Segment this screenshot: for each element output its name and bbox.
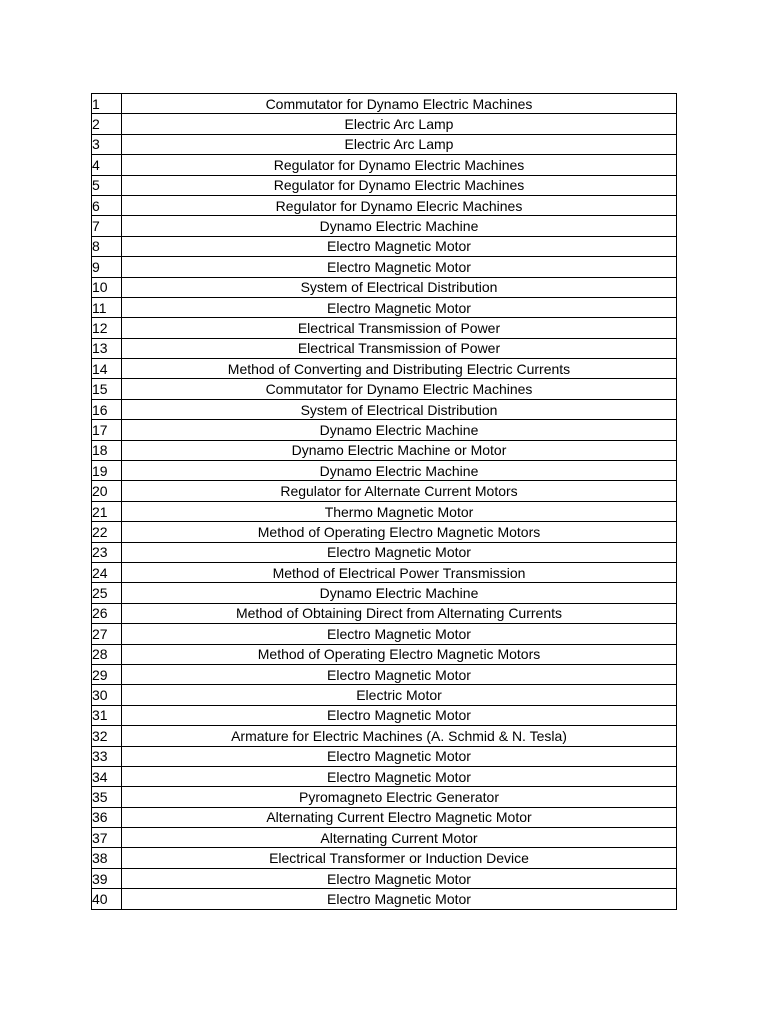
table-row bbox=[92, 216, 677, 236]
table-row bbox=[92, 461, 677, 481]
patent-list-table bbox=[91, 93, 677, 910]
row-number: 21 bbox=[92, 501, 122, 521]
table-row bbox=[92, 277, 677, 297]
row-title: Electro Magnetic Motor bbox=[122, 297, 677, 317]
row-number: 19 bbox=[92, 461, 122, 481]
row-number: 35 bbox=[92, 787, 122, 807]
row-title: Electro Magnetic Motor bbox=[122, 664, 677, 684]
table-row bbox=[92, 705, 677, 725]
row-title: Regulator for Dynamo Electric Machines bbox=[122, 175, 677, 195]
table-row bbox=[92, 685, 677, 705]
row-title: Electro Magnetic Motor bbox=[122, 889, 677, 909]
row-title: Electro Magnetic Motor bbox=[122, 257, 677, 277]
table-row bbox=[92, 562, 677, 582]
row-number: 14 bbox=[92, 359, 122, 379]
table-row bbox=[92, 583, 677, 603]
row-title: Method of Operating Electro Magnetic Motors bbox=[122, 522, 677, 542]
row-number: 16 bbox=[92, 399, 122, 419]
table-body bbox=[92, 94, 677, 910]
row-number: 9 bbox=[92, 257, 122, 277]
table-row bbox=[92, 603, 677, 623]
row-number: 38 bbox=[92, 848, 122, 868]
row-title: Regulator for Dynamo Electric Machines bbox=[122, 155, 677, 175]
row-title: Method of Electrical Power Transmission bbox=[122, 562, 677, 582]
row-number: 10 bbox=[92, 277, 122, 297]
row-title: Electrical Transmission of Power bbox=[122, 338, 677, 358]
row-number: 22 bbox=[92, 522, 122, 542]
table-row bbox=[92, 624, 677, 644]
table-row bbox=[92, 868, 677, 888]
row-title: Electro Magnetic Motor bbox=[122, 868, 677, 888]
row-number: 31 bbox=[92, 705, 122, 725]
table-row bbox=[92, 338, 677, 358]
table-row bbox=[92, 726, 677, 746]
table-row bbox=[92, 420, 677, 440]
row-number: 4 bbox=[92, 155, 122, 175]
row-number: 7 bbox=[92, 216, 122, 236]
table-row bbox=[92, 318, 677, 338]
row-number: 1 bbox=[92, 94, 122, 114]
row-title: Electro Magnetic Motor bbox=[122, 236, 677, 256]
row-title: Method of Obtaining Direct from Alternating Currents bbox=[122, 603, 677, 623]
row-number: 12 bbox=[92, 318, 122, 338]
row-title: Electro Magnetic Motor bbox=[122, 746, 677, 766]
row-number: 27 bbox=[92, 624, 122, 644]
table-row bbox=[92, 542, 677, 562]
row-title: Commutator for Dynamo Electric Machines bbox=[122, 379, 677, 399]
row-number: 34 bbox=[92, 766, 122, 786]
row-title: Armature for Electric Machines (A. Schmid & N. Tesla) bbox=[122, 726, 677, 746]
row-title: Electro Magnetic Motor bbox=[122, 766, 677, 786]
row-title: Electric Arc Lamp bbox=[122, 114, 677, 134]
row-title: Electrical Transformer or Induction Device bbox=[122, 848, 677, 868]
table-row bbox=[92, 522, 677, 542]
table-row bbox=[92, 134, 677, 154]
row-title: Electro Magnetic Motor bbox=[122, 542, 677, 562]
table-row bbox=[92, 399, 677, 419]
row-number: 24 bbox=[92, 562, 122, 582]
row-title: Electro Magnetic Motor bbox=[122, 624, 677, 644]
row-number: 5 bbox=[92, 175, 122, 195]
table-row bbox=[92, 481, 677, 501]
row-title: Method of Converting and Distributing Electric Currents bbox=[122, 359, 677, 379]
row-number: 26 bbox=[92, 603, 122, 623]
row-title: System of Electrical Distribution bbox=[122, 399, 677, 419]
row-number: 17 bbox=[92, 420, 122, 440]
row-title: Method of Operating Electro Magnetic Motors bbox=[122, 644, 677, 664]
table-row bbox=[92, 195, 677, 215]
row-title: Electric Arc Lamp bbox=[122, 134, 677, 154]
row-number: 2 bbox=[92, 114, 122, 134]
table-row bbox=[92, 766, 677, 786]
table-row bbox=[92, 359, 677, 379]
row-number: 20 bbox=[92, 481, 122, 501]
table-row bbox=[92, 787, 677, 807]
row-title: Dynamo Electric Machine or Motor bbox=[122, 440, 677, 460]
table-row bbox=[92, 501, 677, 521]
table-row bbox=[92, 297, 677, 317]
row-number: 6 bbox=[92, 195, 122, 215]
row-number: 29 bbox=[92, 664, 122, 684]
table-row bbox=[92, 440, 677, 460]
table-row bbox=[92, 155, 677, 175]
row-number: 18 bbox=[92, 440, 122, 460]
row-title: Regulator for Alternate Current Motors bbox=[122, 481, 677, 501]
row-title: Dynamo Electric Machine bbox=[122, 583, 677, 603]
row-title: Alternating Current Electro Magnetic Motor bbox=[122, 807, 677, 827]
row-title: Dynamo Electric Machine bbox=[122, 461, 677, 481]
table-row bbox=[92, 257, 677, 277]
row-number: 15 bbox=[92, 379, 122, 399]
row-number: 39 bbox=[92, 868, 122, 888]
row-title: Thermo Magnetic Motor bbox=[122, 501, 677, 521]
row-number: 36 bbox=[92, 807, 122, 827]
table-row bbox=[92, 828, 677, 848]
row-number: 11 bbox=[92, 297, 122, 317]
row-title: Dynamo Electric Machine bbox=[122, 420, 677, 440]
table-row bbox=[92, 379, 677, 399]
row-number: 37 bbox=[92, 828, 122, 848]
row-title: Dynamo Electric Machine bbox=[122, 216, 677, 236]
table-row bbox=[92, 236, 677, 256]
row-title: Electro Magnetic Motor bbox=[122, 705, 677, 725]
table-row bbox=[92, 644, 677, 664]
row-number: 8 bbox=[92, 236, 122, 256]
row-number: 13 bbox=[92, 338, 122, 358]
row-title: Commutator for Dynamo Electric Machines bbox=[122, 94, 677, 114]
table-row bbox=[92, 746, 677, 766]
table-row bbox=[92, 807, 677, 827]
table-row bbox=[92, 94, 677, 114]
table-row bbox=[92, 114, 677, 134]
row-number: 28 bbox=[92, 644, 122, 664]
row-number: 40 bbox=[92, 889, 122, 909]
row-number: 25 bbox=[92, 583, 122, 603]
row-title: Electrical Transmission of Power bbox=[122, 318, 677, 338]
row-number: 23 bbox=[92, 542, 122, 562]
row-title: System of Electrical Distribution bbox=[122, 277, 677, 297]
row-title: Electric Motor bbox=[122, 685, 677, 705]
table-row bbox=[92, 664, 677, 684]
row-number: 30 bbox=[92, 685, 122, 705]
row-number: 3 bbox=[92, 134, 122, 154]
row-title: Pyromagneto Electric Generator bbox=[122, 787, 677, 807]
table-row bbox=[92, 175, 677, 195]
row-number: 32 bbox=[92, 726, 122, 746]
table-row bbox=[92, 889, 677, 909]
row-number: 33 bbox=[92, 746, 122, 766]
table-row bbox=[92, 848, 677, 868]
row-title: Alternating Current Motor bbox=[122, 828, 677, 848]
row-title: Regulator for Dynamo Elecric Machines bbox=[122, 195, 677, 215]
